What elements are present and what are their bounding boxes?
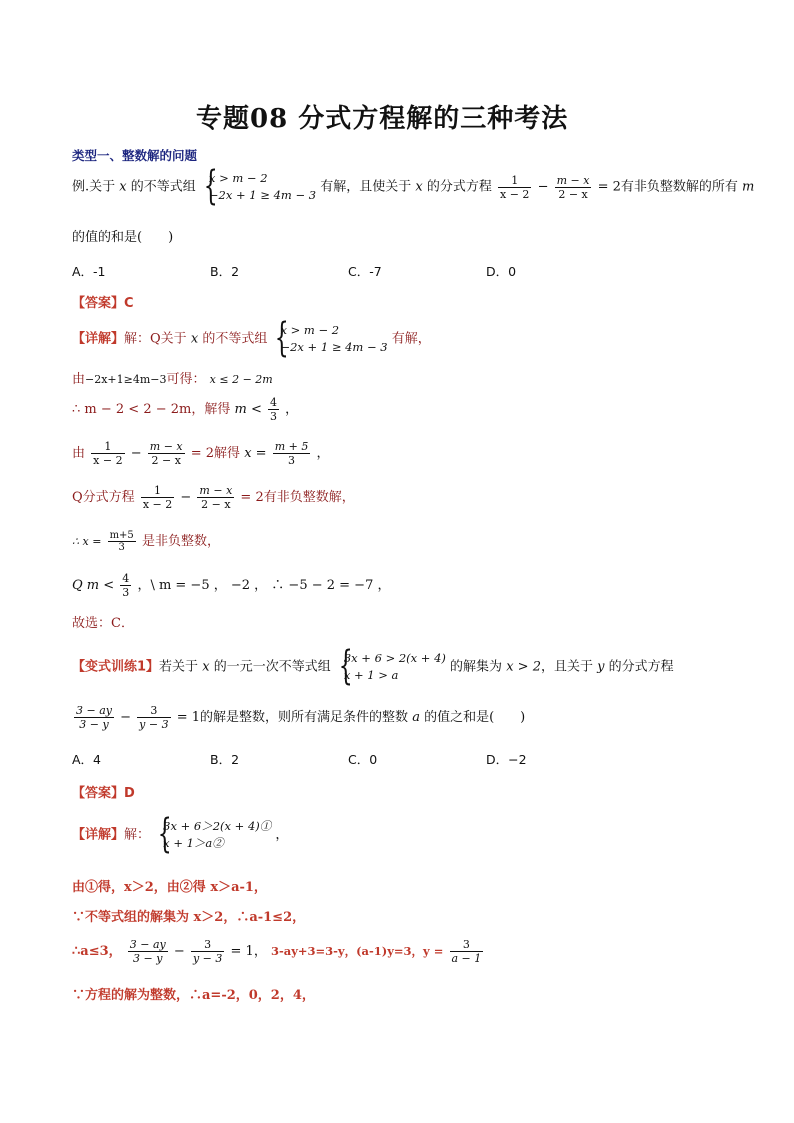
detail2-line5: ∵方程的解为整数，∴a=-2，0，2，4，: [72, 988, 315, 1003]
fraction: $\frac{4}{3}$: [122, 572, 130, 599]
answer-value: C: [124, 296, 134, 311]
variant-question-line2: $\frac{3 - ay}{3 - y}$ − $\frac{3}{y - 3}$ = 1的解是整数，则所有满足条件的整数 a 的值之和是( ): [76, 704, 526, 731]
inequality-system: { x > m − 2 −2x + 1 ≥ 4m − 3: [271, 322, 387, 356]
detail2-line4: ∴a≤3， $\frac{3 - ay}{3 - y}$ − $\frac{3}{y - 3}$ = 1， 3-ay+3=3-y，(a-1)y=3，y = $\frac{3}{a - 1}$: [72, 938, 482, 965]
detail-line5: Q分式方程 $\frac{1}{x - 2}$ − $\frac{m - x}{2 - x}$ = 2有非负整数解，: [72, 484, 355, 511]
detail-line4: 由 $\frac{1}{x - 2}$ − $\frac{m - x}{2 - x}$ = 2解得 x = $\frac{m + 5}{3}$ ，: [72, 440, 330, 467]
detail2-line2: 由①得，x＞2，由②得 x＞a-1，: [72, 880, 267, 895]
fraction: $\frac{m+5}{3}$: [109, 530, 134, 553]
detail-line3: ∴ m − 2 < 2 − 2m，解得 m < $\frac{4}{3}$ ，: [72, 396, 299, 423]
option-c: C．0: [348, 752, 378, 767]
variant-question-line1: 【变式训练1】若关于 x 的一元一次不等式组 { 3x + 6 > 2(x + 4) x + 1 > a 的解集为 x > 2，且关于 y 的分式方程: [72, 650, 674, 684]
fraction: $\frac{1}{x - 2}$: [142, 484, 173, 511]
detail-line6: ∴ x = $\frac{m+5}{3}$ 是非负整数，: [72, 530, 220, 553]
option-b: B．2: [210, 752, 240, 767]
example-question-line2: 的值的和是( ): [72, 230, 174, 245]
detail-line1: 【详解】解：Q关于 x 的不等式组 { x > m − 2 −2x + 1 ≥ 4m − 3 有解，: [72, 322, 431, 356]
detail-label: 【详解】: [72, 331, 125, 347]
fraction: $\frac{3}{a - 1}$: [451, 938, 482, 965]
detail-line2: 由−2x+1≥4m−3可得： x ≤ 2 − 2m: [72, 372, 273, 387]
fraction: $\frac{m - x}{2 - x}$: [556, 173, 590, 201]
answer-line: [72, 292, 134, 311]
detail2-line1: 【详解】解： { 3x + 6＞2(x + 4)① x + 1＞a② ，: [72, 818, 288, 852]
page-title: 专题08 分式方程解的三种考法: [196, 104, 569, 134]
example-question-line1: 例.关于 x 的不等式组 { x > m − 2 −2x + 1 ≥ 4m − 3 有解，且使关于 x 的分式方程 $\frac{1}{x - 2}$ − $\frac{m - x}{2 - x}$ = 2有非负整数解的所有 m: [72, 170, 754, 204]
detail-line7: Q m < $\frac{4}{3}$ ，\ m = −5 ， −2 ， ∴ −5 − 2 = −7 ，: [72, 572, 391, 599]
detail-label: 【详解】: [72, 827, 125, 843]
fraction: $\frac{3 - ay}{3 - y}$: [129, 938, 166, 965]
answer-label: 【答案】: [72, 786, 125, 801]
fraction: $\frac{3 - ay}{3 - y}$: [76, 704, 112, 731]
option-a: A．-1: [72, 264, 106, 279]
fraction: $\frac{1}{x - 2}$: [93, 440, 123, 467]
inequality-system: { 3x + 6 > 2(x + 4) x + 1 > a: [335, 650, 446, 684]
inequality-system: { 3x + 6＞2(x + 4)① x + 1＞a②: [154, 818, 271, 852]
variant-label: 【变式训练1】: [72, 659, 160, 675]
answer-line: [72, 782, 135, 801]
fraction: $\frac{m - x}{2 - x}$: [199, 484, 233, 511]
answer-label: 【答案】: [72, 296, 125, 311]
fraction: $\frac{1}{x - 2}$: [500, 173, 530, 201]
option-b: B．2: [210, 264, 240, 279]
answer-value: D: [124, 786, 135, 801]
option-c: C．-7: [348, 264, 382, 279]
detail2-line3: ∵不等式组的解集为 x＞2，∴a-1≤2，: [72, 910, 306, 925]
section-heading: 类型一、整数解的问题: [72, 148, 198, 163]
inequality-system: { x > m − 2 −2x + 1 ≥ 4m − 3: [200, 170, 316, 204]
fraction: $\frac{3}{y - 3}$: [192, 938, 223, 965]
fraction: $\frac{m - x}{2 - x}$: [149, 440, 183, 467]
fraction: $\frac{3}{y - 3}$: [139, 704, 169, 731]
fraction: $\frac{m + 5}{3}$: [274, 440, 309, 467]
option-a: A．4: [72, 752, 102, 767]
option-d: D．−2: [486, 752, 527, 767]
option-d: D．0: [486, 264, 517, 279]
detail-conclusion: 故选：C．: [72, 616, 134, 631]
fraction: $\frac{4}{3}$: [269, 396, 277, 423]
